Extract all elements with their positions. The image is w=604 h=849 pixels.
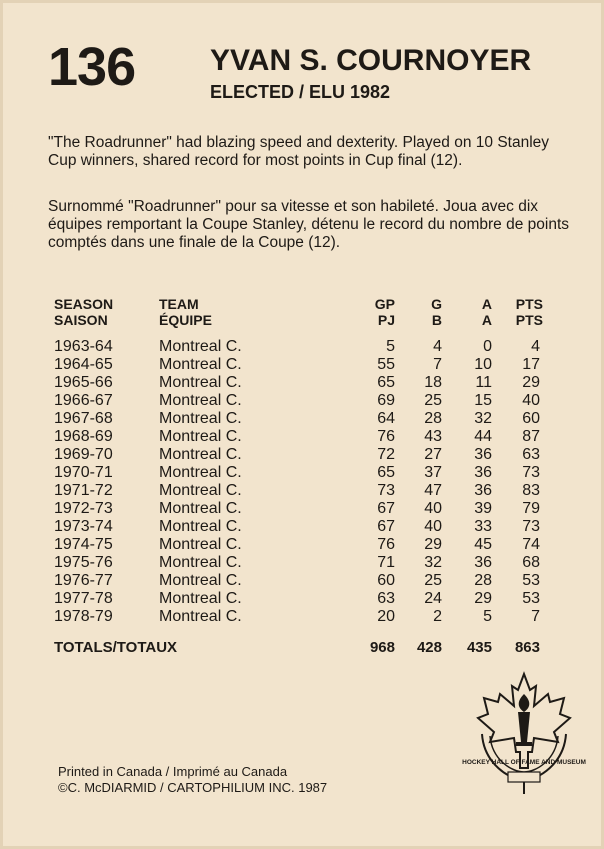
bio-french: Surnommé "Roadrunner" pour sa vitesse et son habileté. Joua avec dix équipes remportant la Coupe Stanley, détenu le record du nombre de points comptés dans une finale de la Coupe (12). — [48, 198, 570, 251]
header-team: TEAM ÉQUIPE — [159, 296, 212, 328]
table-row: 1971-72 Montreal C. 73 47 36 83 — [54, 482, 540, 499]
table-row: 1977-78 Montreal C. 63 24 29 53 — [54, 590, 540, 607]
table-row: 1974-75 Montreal C. 76 29 45 74 — [54, 536, 540, 553]
header-gp: GP PJ — [374, 296, 395, 328]
table-row: 1975-76 Montreal C. 71 32 36 68 — [54, 554, 540, 571]
table-row: 1976-77 Montreal C. 60 25 28 53 — [54, 572, 540, 589]
player-name: YVAN S. COURNOYER — [210, 44, 532, 77]
header-pts: PTS PTS — [515, 296, 543, 328]
table-row: 1967-68 Montreal C. 64 28 32 60 — [54, 410, 540, 427]
hockey-hall-of-fame-logo-icon — [462, 672, 586, 798]
table-row: 1963-64 Montreal C. 5 4 0 4 — [54, 338, 540, 355]
table-row: 1964-65 Montreal C. 55 7 10 17 — [54, 356, 540, 373]
table-row: 1973-74 Montreal C. 67 40 33 73 — [54, 518, 540, 535]
header-a: A A — [481, 296, 492, 328]
table-row: 1970-71 Montreal C. 65 37 36 73 — [54, 464, 540, 481]
bio-english: "The Roadrunner" had blazing speed and dexterity. Played on 10 Stanley Cup winners, shared record for most points in Cup final (12). — [48, 134, 550, 169]
card-number: 136 — [48, 37, 136, 97]
svg-text:HOCKEY HALL OF FAME AND MUSEUM: HOCKEY HALL OF FAME AND MUSEUM — [462, 759, 586, 766]
table-row: 1968-69 Montreal C. 76 43 44 87 — [54, 428, 540, 445]
copyright: ©C. McDIARMID / CARTOPHILIUM INC. 1987 — [58, 780, 328, 795]
table-row: 1965-66 Montreal C. 65 18 11 29 — [54, 374, 540, 391]
printed-in: Printed in Canada / Imprimé au Canada — [58, 764, 288, 779]
elected-year: ELECTED / ELU 1982 — [210, 82, 391, 102]
header-g: G B — [431, 296, 442, 328]
table-row: 1972-73 Montreal C. 67 40 39 79 — [54, 500, 540, 517]
table-row: 1969-70 Montreal C. 72 27 36 63 — [54, 446, 540, 463]
header-season: SEASON SAISON — [54, 296, 114, 328]
totals-row: TOTALS/TOTAUX 968 428 435 863 — [54, 639, 540, 656]
table-row: 1966-67 Montreal C. 69 25 15 40 — [54, 392, 540, 409]
table-row: 1978-79 Montreal C. 20 2 5 7 — [54, 608, 540, 625]
